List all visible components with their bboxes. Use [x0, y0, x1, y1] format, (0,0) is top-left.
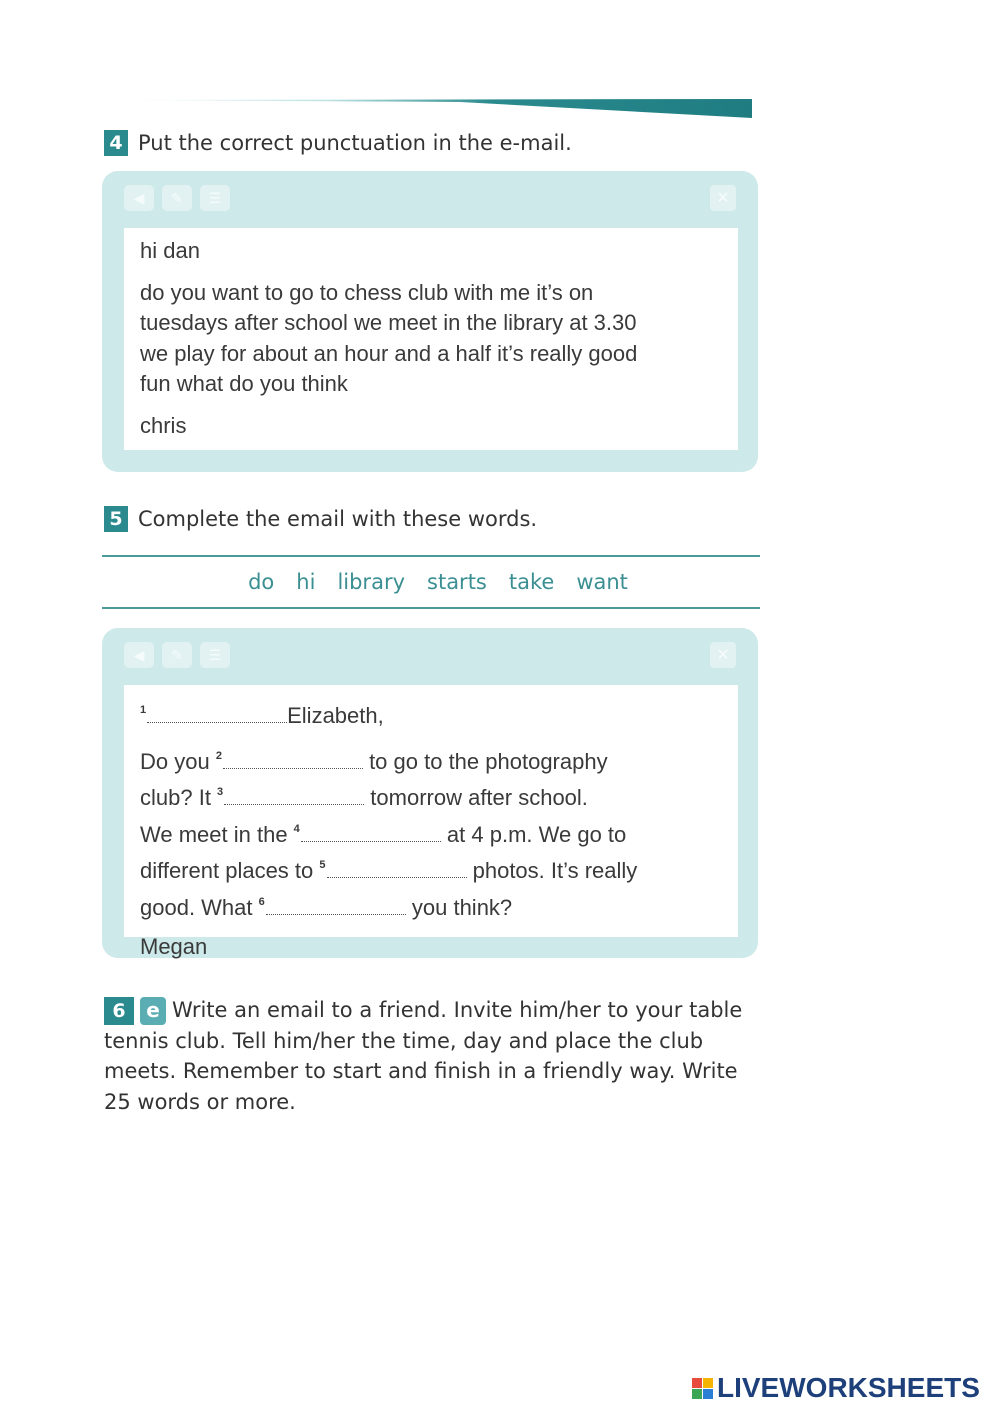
word-bank-item: starts: [427, 570, 487, 594]
exercise-6-number: 6: [104, 997, 134, 1025]
answer-gap-3[interactable]: [224, 784, 364, 805]
logo-mark-icon: [692, 1378, 713, 1399]
email-body-5: [124, 685, 738, 959]
email-signature: chris: [140, 412, 187, 438]
email-text: different places to: [140, 858, 320, 883]
answer-gap-4[interactable]: [301, 821, 441, 842]
email-panel-5: [102, 628, 758, 958]
email-text: to go to the photography: [362, 748, 608, 774]
gap-number: 1: [140, 704, 147, 716]
email-text: Elizabeth,: [287, 703, 384, 728]
email-text: tomorrow after school.: [364, 785, 588, 810]
email-line: [140, 695, 722, 732]
attach-icon: ✎: [162, 185, 192, 211]
email-greeting: hi dan: [140, 238, 200, 263]
answer-gap-6[interactable]: [266, 894, 406, 915]
email-body-line: fun what do you think: [140, 371, 348, 396]
email-text: good. What: [140, 894, 259, 920]
email-text: Do you: [140, 748, 216, 774]
close-icon: ×: [710, 642, 736, 668]
email-toolbar: [124, 185, 230, 211]
exercise-4-instruction: Put the correct punctuation in the e-mail.: [138, 131, 572, 155]
email-body-4: [124, 228, 738, 450]
liveworksheets-logo: [692, 1372, 980, 1404]
gap-number: 4: [293, 822, 300, 835]
gap-number: 5: [319, 859, 326, 871]
gap-number: 6: [258, 895, 265, 908]
list-icon: ☰: [200, 185, 230, 211]
send-icon: ◀: [124, 185, 154, 211]
email-task-icon: e: [140, 997, 166, 1025]
word-bank-item: take: [508, 570, 555, 594]
email-line: [140, 850, 722, 887]
gap-number: 2: [215, 749, 222, 762]
word-bank: [102, 555, 760, 609]
email-text: at 4 p.m. We go to: [440, 821, 627, 847]
email-body-line: do you want to go to chess club with me it’s on: [140, 279, 594, 305]
word-bank-item: library: [337, 570, 406, 594]
word-bank-item: hi: [296, 570, 316, 594]
email-line: [140, 741, 722, 778]
email-signature: Megan: [140, 934, 208, 959]
answer-gap-5[interactable]: [327, 857, 467, 878]
email-text: you think?: [405, 894, 513, 920]
logo-text: LIVEWORKSHEETS: [717, 1372, 980, 1403]
email-line: [140, 887, 722, 924]
word-bank-item: do: [248, 570, 275, 594]
answer-gap-1[interactable]: [147, 702, 287, 723]
exercise-4-number: 4: [104, 130, 128, 156]
email-line: [140, 814, 722, 851]
email-text: We meet in the: [140, 821, 294, 847]
send-icon: ◀: [124, 642, 154, 668]
header-accent-bar: [100, 96, 752, 118]
word-bank-item: want: [576, 570, 628, 594]
email-toolbar: [124, 642, 230, 668]
exercise-5-number: 5: [104, 506, 128, 532]
attach-icon: ✎: [162, 642, 192, 668]
exercise-5-instruction: Complete the email with these words.: [138, 507, 538, 531]
email-line: [140, 777, 722, 814]
email-body-line: tuesdays after school we meet in the library at 3.30: [140, 310, 637, 335]
email-panel-4: [102, 171, 758, 472]
list-icon: ☰: [200, 642, 230, 668]
exercise-5-heading: [104, 506, 537, 532]
email-text: photos. It’s really: [466, 858, 638, 883]
gap-number: 3: [217, 786, 224, 798]
answer-gap-2[interactable]: [223, 748, 363, 769]
close-icon: ×: [710, 185, 736, 211]
exercise-6: [104, 995, 764, 1117]
exercise-6-instruction: Write an email to a friend. Invite him/her to your table tennis club. Tell him/her the time, day and place the club meets. Remember to start and finish in a friendly way. Write 25 words or more.: [104, 998, 743, 1114]
email-body-line: we play for about an hour and a half it’s really good: [140, 340, 638, 366]
exercise-4-heading: [104, 130, 572, 156]
email-text: club? It: [140, 785, 218, 810]
